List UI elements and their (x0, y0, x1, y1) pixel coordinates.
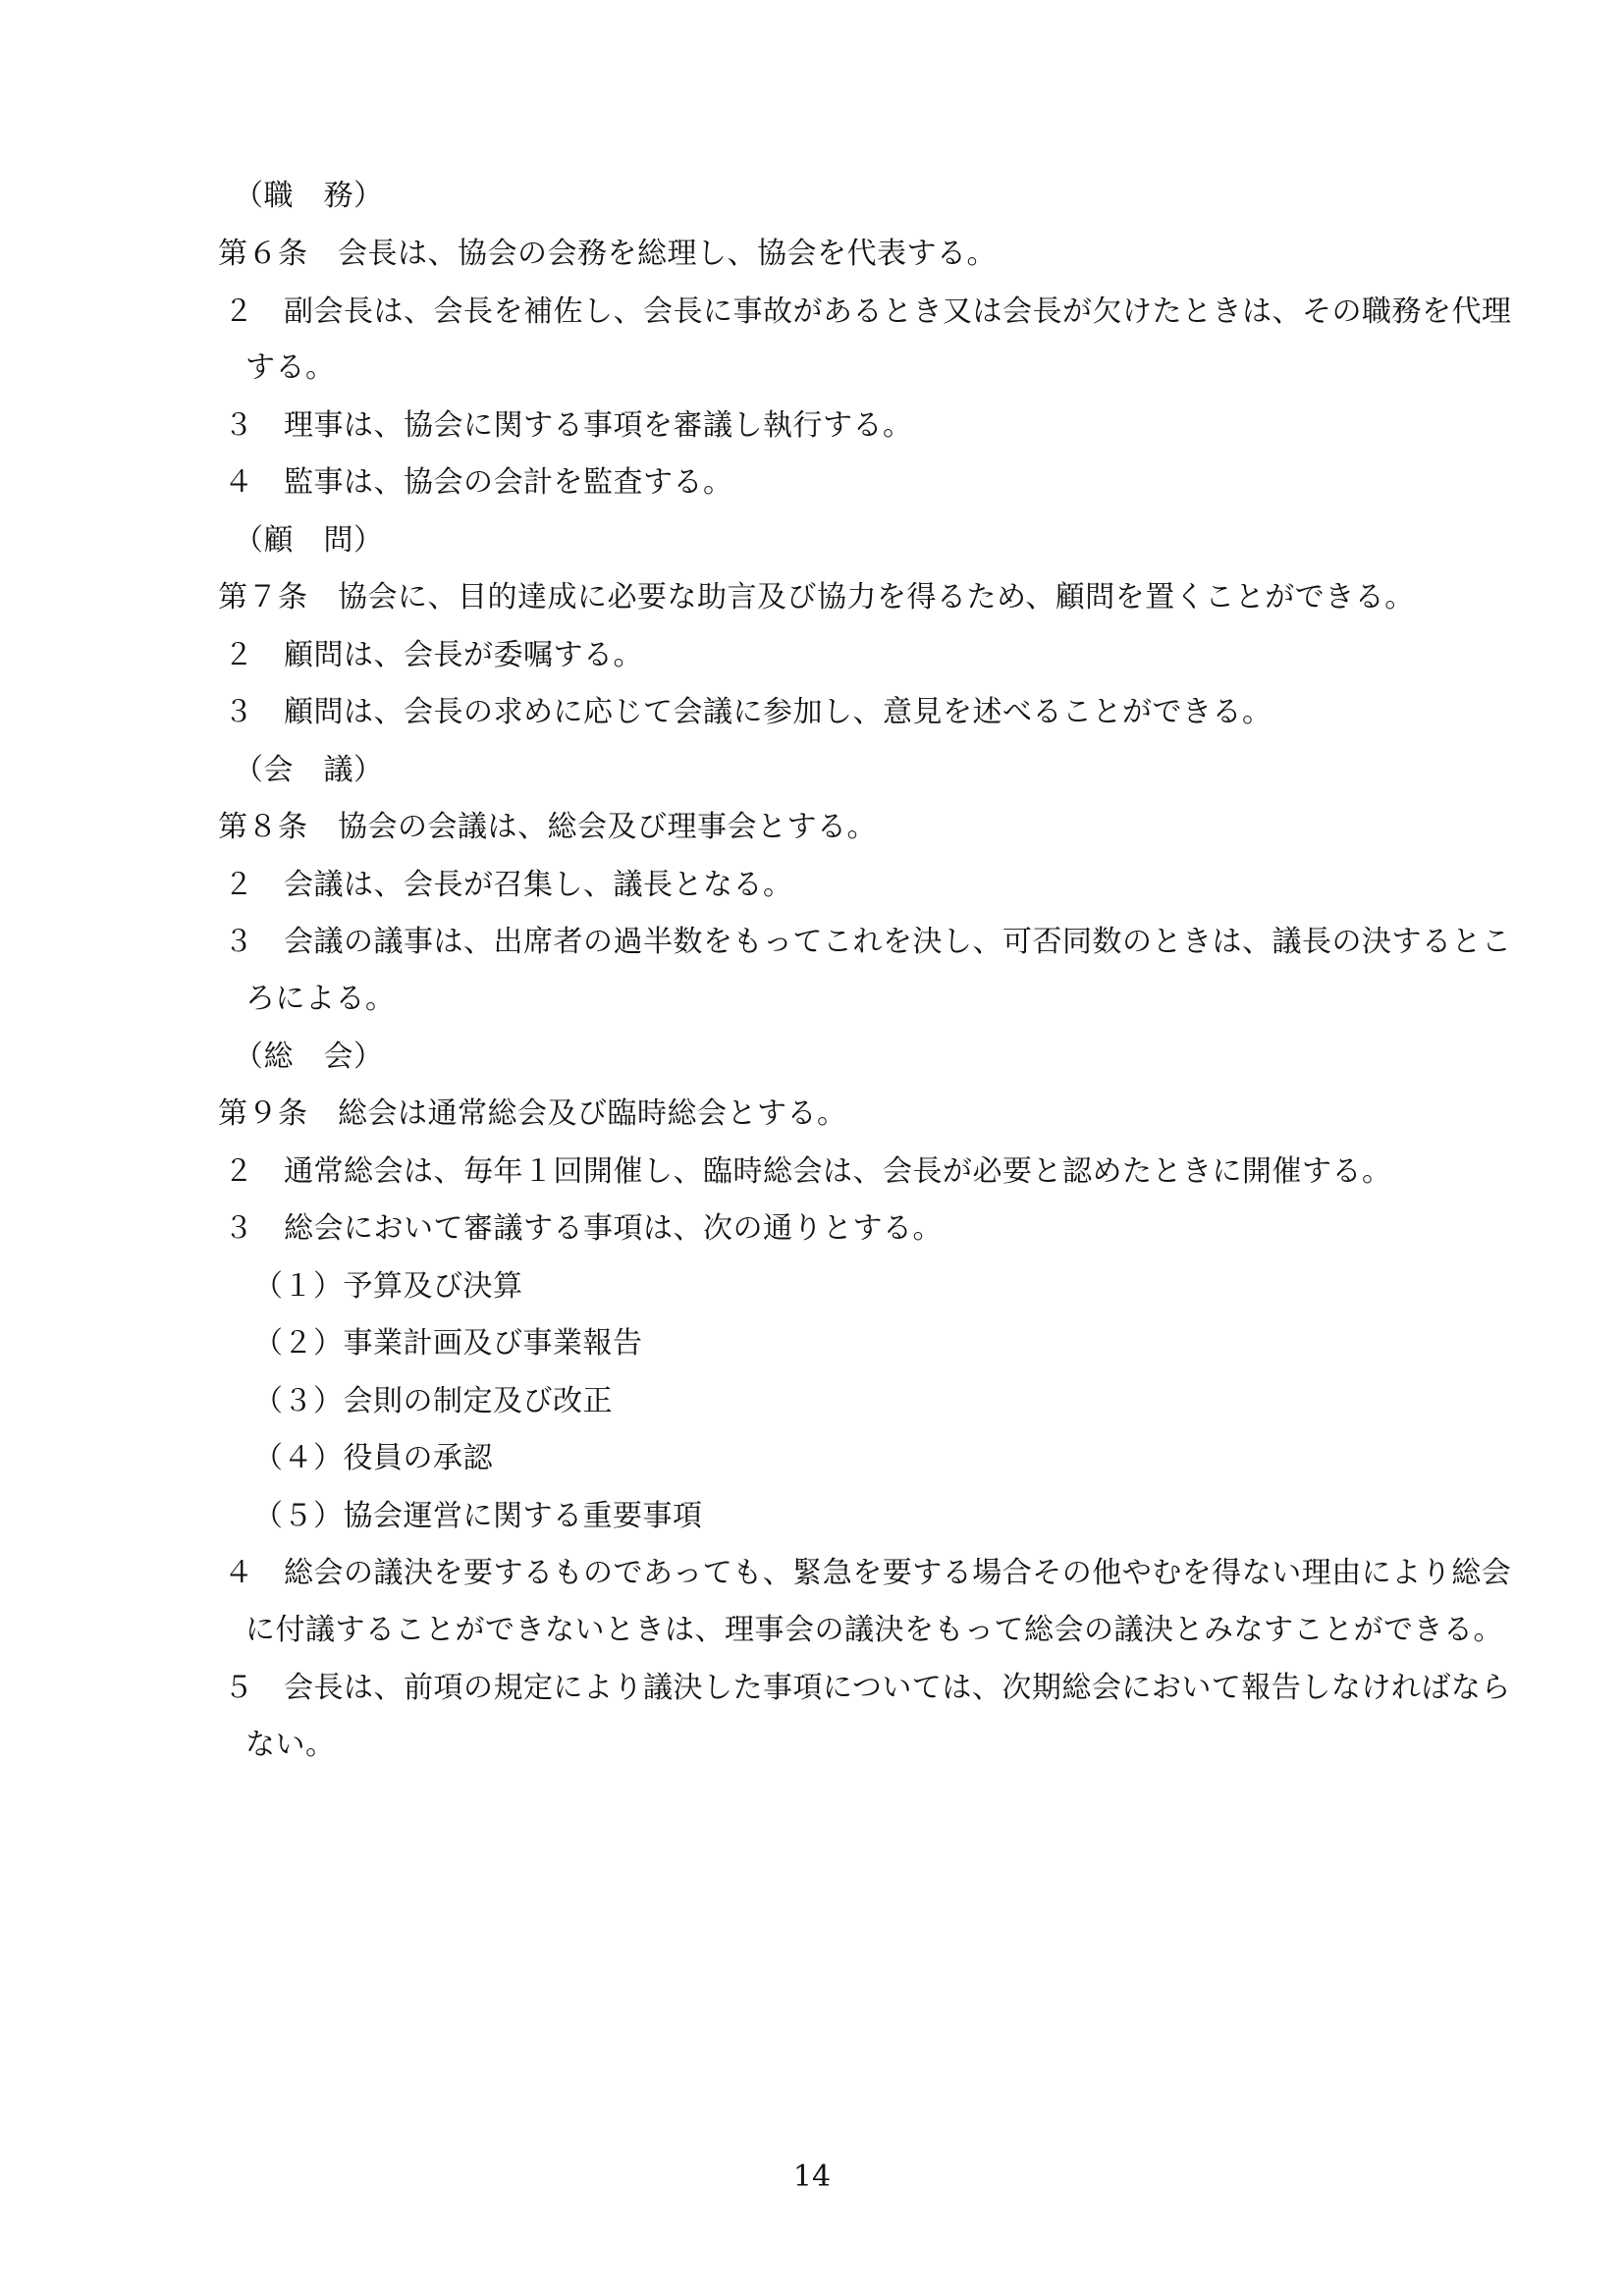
article-6-paragraph-3: ３ 理事は、協会に関する事項を審議し執行する。 (224, 408, 913, 443)
section-heading-duties: （職 務） (234, 179, 384, 213)
article-7: 第７条 協会に、目的達成に必要な助言及び協力を得るため、顧問を置くことができる。 (218, 580, 1415, 614)
article-7-paragraph-3: ３ 顧問は、会長の求めに応じて会議に参加し、意見を述べることができる。 (224, 695, 1272, 729)
list-item-1: （１）予算及び決算 (253, 1269, 523, 1304)
article-9: 第９条 総会は通常総会及び臨時総会とする。 (218, 1096, 847, 1131)
article-8-paragraph-2: ２ 会議は、会長が召集し、議長となる。 (224, 868, 793, 902)
section-heading-meetings: （会 議） (234, 753, 384, 787)
list-item-5: （５）協会運営に関する重要事項 (253, 1499, 703, 1533)
article-6: 第６条 会長は、協会の会務を総理し、協会を代表する。 (218, 237, 997, 271)
article-9-paragraph-3: ３ 総会において審議する事項は、次の通りとする。 (224, 1211, 943, 1246)
section-heading-advisors: （顧 問） (234, 523, 384, 558)
article-9-paragraph-4-continued: に付議することができないときは、理事会の議決をもって総会の議決とみなすことができる。 (245, 1613, 1503, 1647)
article-9-paragraph-2: ２ 通常総会は、毎年１回開催し、臨時総会は、会長が必要と認めたときに開催する。 (224, 1154, 1392, 1189)
article-6-paragraph-4: ４ 監事は、協会の会計を監査する。 (224, 465, 733, 500)
article-8-paragraph-3: ３ 会議の議事は、出席者の過半数をもってこれを決し、可否同数のときは、議長の決するとこ (224, 925, 1512, 959)
article-8: 第８条 協会の会議は、総会及び理事会とする。 (218, 810, 877, 844)
article-9-paragraph-5-continued: ない。 (245, 1728, 336, 1762)
page-number: 14 (792, 2160, 832, 2194)
article-9-paragraph-4: ４ 総会の議決を要するものであっても、緊急を要する場合その他やむを得ない理由により総会 (224, 1556, 1512, 1590)
list-item-4: （４）役員の承認 (253, 1441, 493, 1475)
article-6-paragraph-2: ２ 副会長は、会長を補佐し、会長に事故があるとき又は会長が欠けたときは、その職務を代理 (224, 294, 1512, 329)
article-9-paragraph-5: ５ 会長は、前項の規定により議決した事項については、次期総会において報告しなければなら (224, 1671, 1511, 1705)
article-8-paragraph-3-continued: ろによる。 (245, 982, 396, 1016)
section-heading-general-meeting: （総 会） (234, 1040, 384, 1074)
list-item-3: （３）会則の制定及び改正 (253, 1384, 613, 1418)
list-item-2: （２）事業計画及び事業報告 (253, 1326, 643, 1361)
article-7-paragraph-2: ２ 顧問は、会長が委嘱する。 (224, 638, 643, 672)
article-6-paragraph-2-continued: する。 (245, 350, 336, 385)
